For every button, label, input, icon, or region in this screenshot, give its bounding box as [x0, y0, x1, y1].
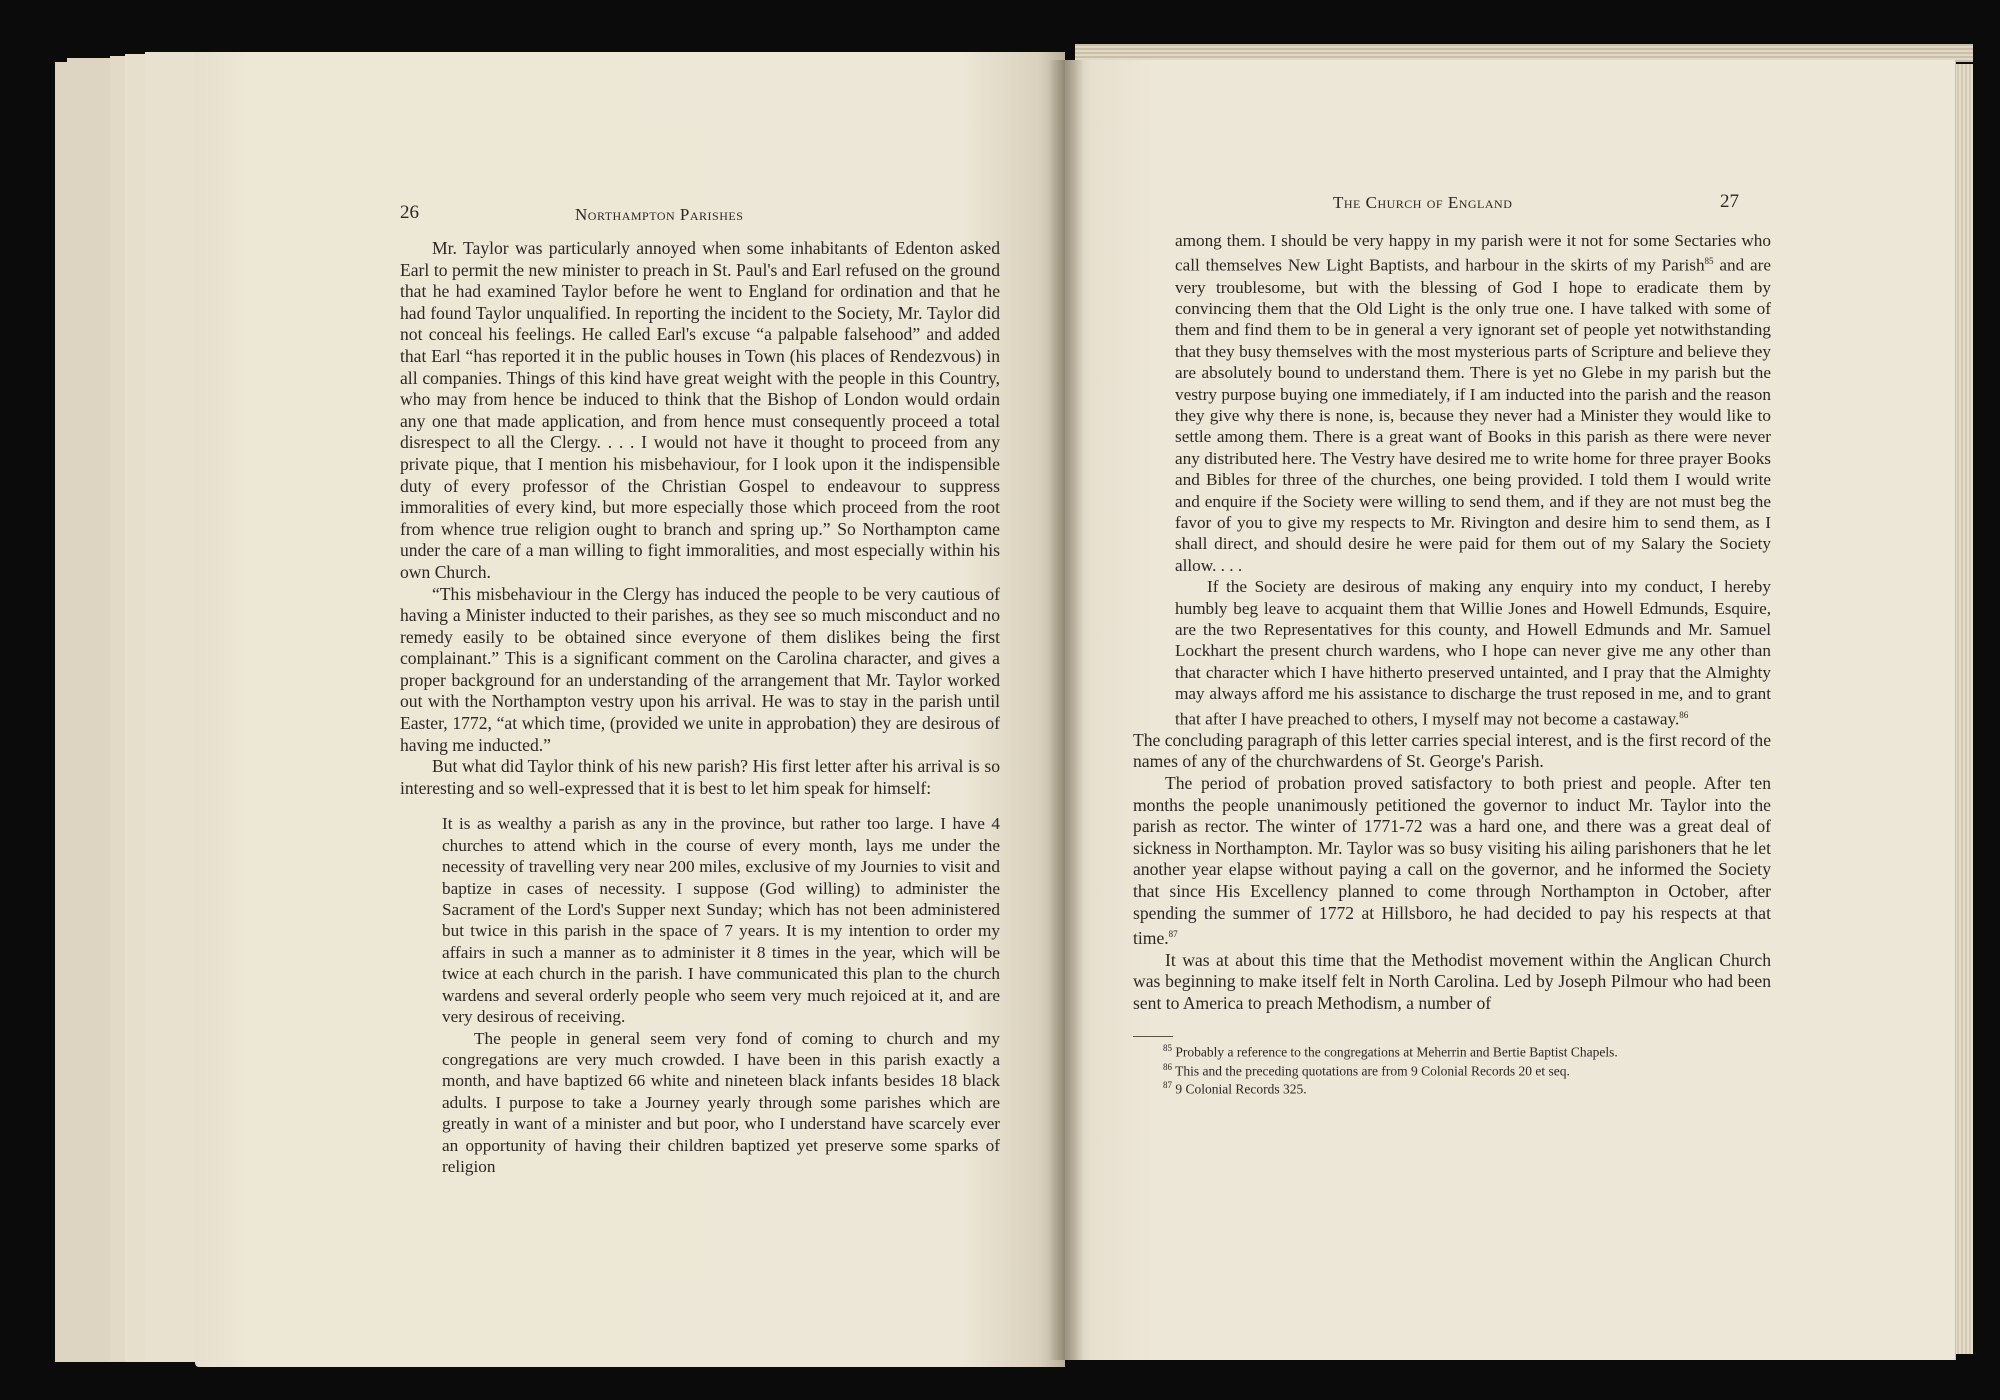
footnote-divider [1133, 1036, 1173, 1037]
left-text [400, 238, 1000, 1177]
block-quote [442, 813, 1000, 1177]
footnote-mark: 87 [1163, 1080, 1172, 1091]
footnote-text: This and the preceding quotations are from 9 Colonial Records 20 et seq. [1175, 1063, 1570, 1079]
right-text [1133, 230, 1771, 1097]
footnote [1163, 1041, 1771, 1060]
left-page-block [55, 52, 1065, 1367]
quote-text: and are very troublesome, but with the blessing of God I hope to eradicate them by convincing them that the Old Light is the only true one. I have talked with some of them and find them to be in general a very ignorant set of people yet notwithstanding that they busy themselves with the most mysterious parts of Scripture and believe they are absolutely bound to understand them. There is yet no Glebe in my parish but the vestry purpose buying one immediately, if I am inducted into the parish and the reason they give why there is none, is, because they never had a Minister they would like to settle among them. There is a great want of Books in this parish as there were never any distributed here. The Vestry have desired me to write home for three prayer Books and Bibles for three of the churches, one being provided. I told them I would write and enquire if the Society were willing to send them, and if they are not must beg the favor of you to give my respects to Mr. Rivington and desire him to send them, as I shall direct, and should desire he were paid for them out of my Salary the Society allow. . . . [1175, 256, 1771, 575]
left-page [195, 52, 1065, 1367]
quote-text: If the Society are desirous of making any enquiry into my conduct, I hereby humbly beg leave to acquaint them that Willie Jones and Howell Edmunds, Esquire, are the two Representatives for this county, and Howell Edmunds and Mr. Samuel Lockhart the present church wardens, who I hope can never give me any other than that character which I have hitherto preserved untainted, and I pray that the Almighty may always afford me his assistance to discharge the trust reposed in me, and to grant that after I have preached to others, I myself may not become a castaway. [1175, 577, 1771, 729]
footnote-mark: 85 [1163, 1043, 1172, 1054]
right-page [1065, 60, 1956, 1360]
book-gutter [1048, 60, 1084, 1360]
running-head-left: Northampton Parishes [575, 205, 744, 224]
paragraph [1133, 773, 1771, 950]
footnote-ref: 85 [1704, 256, 1714, 267]
page-stack-side [1953, 64, 1973, 1354]
quote-paragraph: It is as wealthy a parish as any in the province, but rather too large. I have 4 churches to attend which in the course of every month, lays me under the necessity of travelling very near 200 miles, exclusive of my Journies to visit and baptize in cases of necessity. I suppose (God willing) to administer the Sacrament of the Lord's Supper next Sunday; which has not been administered but twice in this parish in the space of 7 years. It is my intention to order my affairs in such a manner as to administer it 8 times in the year, which will be twice at each church in the parish. I have communicated this plan to the church wardens and several orderly people who seem very much rejoiced at it, and are very desirous of receiving. [442, 814, 1000, 1027]
quote-text: among them. I should be very happy in my parish were it not for some Sectaries who call themselves New Light Baptists, and harbour in the skirts of my Parish [1175, 231, 1771, 276]
paragraph: But what did Taylor think of his new parish? His first letter after his arrival is so interesting and so well-expressed that it is best to let him speak for himself: [400, 756, 1000, 798]
page-number-right: 27 [1720, 191, 1739, 212]
quote-paragraph: The people in general seem very fond of coming to church and my congregations are very much crowded. I have been in this parish exactly a month, and have baptized 66 white and nineteen black infants besides 18 black adults. I purpose to take a Journey yearly through some parishes which are greatly in want of a minister and but poor, who I understand have scarcely ever an opportunity of having their children baptized yet preserve some sparks of religion [442, 1028, 1000, 1176]
block-quote [1175, 230, 1771, 730]
paragraph: It was at about this time that the Methodist movement within the Anglican Church was beginning to make itself felt in North Carolina. Led by Joseph Pilmour who had been sent to America to preach Methodism, a number of [1133, 949, 1771, 1013]
paragraph: The concluding paragraph of this letter carries special interest, and is the first record of the names of any of the churchwardens of St. George's Parish. [1133, 729, 1772, 772]
quote-paragraph [1175, 576, 1771, 730]
footnote-mark: 86 [1163, 1061, 1172, 1072]
quote-paragraph [1175, 230, 1771, 576]
footnote-ref: 87 [1168, 929, 1178, 940]
paragraph-text: The period of probation proved satisfactory to both priest and people. After ten months the people unanimously petitioned the governor to induct Mr. Taylor into the parish as rector. The winter of 1771-72 was a hard one, and there was a great deal of sickness in Northampton. Mr. Taylor was so busy visiting his ailing parishoners that he let another year elapse without paying a call on the governor, and he informed the Society that since His Excellency planned to come through Northampton in October, after spending the summer of 1772 at Hillsboro, he had decided to pay his respects at that time. [1133, 773, 1771, 949]
footnote-ref: 86 [1679, 709, 1689, 720]
footnote-text: 9 Colonial Records 325. [1175, 1081, 1307, 1097]
page-number-left: 26 [400, 202, 419, 223]
paragraph: “This misbehaviour in the Clergy has induced the people to be very cautious of having a Minister inducted to their parishes, as they see so much misconduct and no remedy easily to be obtained since everyone of them dislikes being the first complainant.” This is a significant comment on the Carolina character, and gives a proper background for an understanding of the arrangement that Mr. Taylor worked out with the Northampton vestry upon his arrival. He was to stay in the parish until Easter, 1772, “at which time, (provided we unite in approbation) they are desirous of having me inducted.” [400, 583, 1000, 755]
footnote [1163, 1060, 1771, 1079]
footnotes [1133, 1041, 1771, 1097]
running-head-right: The Church of England [1333, 193, 1513, 212]
footnote [1163, 1078, 1771, 1097]
paragraph: Mr. Taylor was particularly annoyed when some inhabitants of Edenton asked Earl to permit the new minister to preach in St. Paul's and Earl refused on the ground that he had examined Taylor before he went to England for ordination and that he had found Taylor unqualified. In reporting the incident to the Society, Mr. Taylor did not conceal his feelings. He called Earl's excuse “a palpable falsehood” and added that Earl “has reported it in the public houses in Town (his places of Rendezvous) in all companies. Things of this kind have great weight with the people in this Country, who may from hence be induced to think that the Bishop of London would ordain any one that made application, and from hence must consequently proceed a total disrespect to all the Clergy. . . . I would not have it thought to proceed from any private pique, that I mention his misbehaviour, for I look upon it the indispensible duty of every professor of the Christian Gospel to endeavour to suppress immoralities of every kind, but more especially those which proceed from the root from whence true religion ought to branch and spring up.” So Northampton came under the care of a man willing to fight immoralities, and most especially within his own Church. [400, 238, 1000, 582]
footnote-text: Probably a reference to the congregations at Meherrin and Bertie Baptist Chapels. [1175, 1044, 1618, 1060]
right-page-block [1065, 44, 1973, 1360]
